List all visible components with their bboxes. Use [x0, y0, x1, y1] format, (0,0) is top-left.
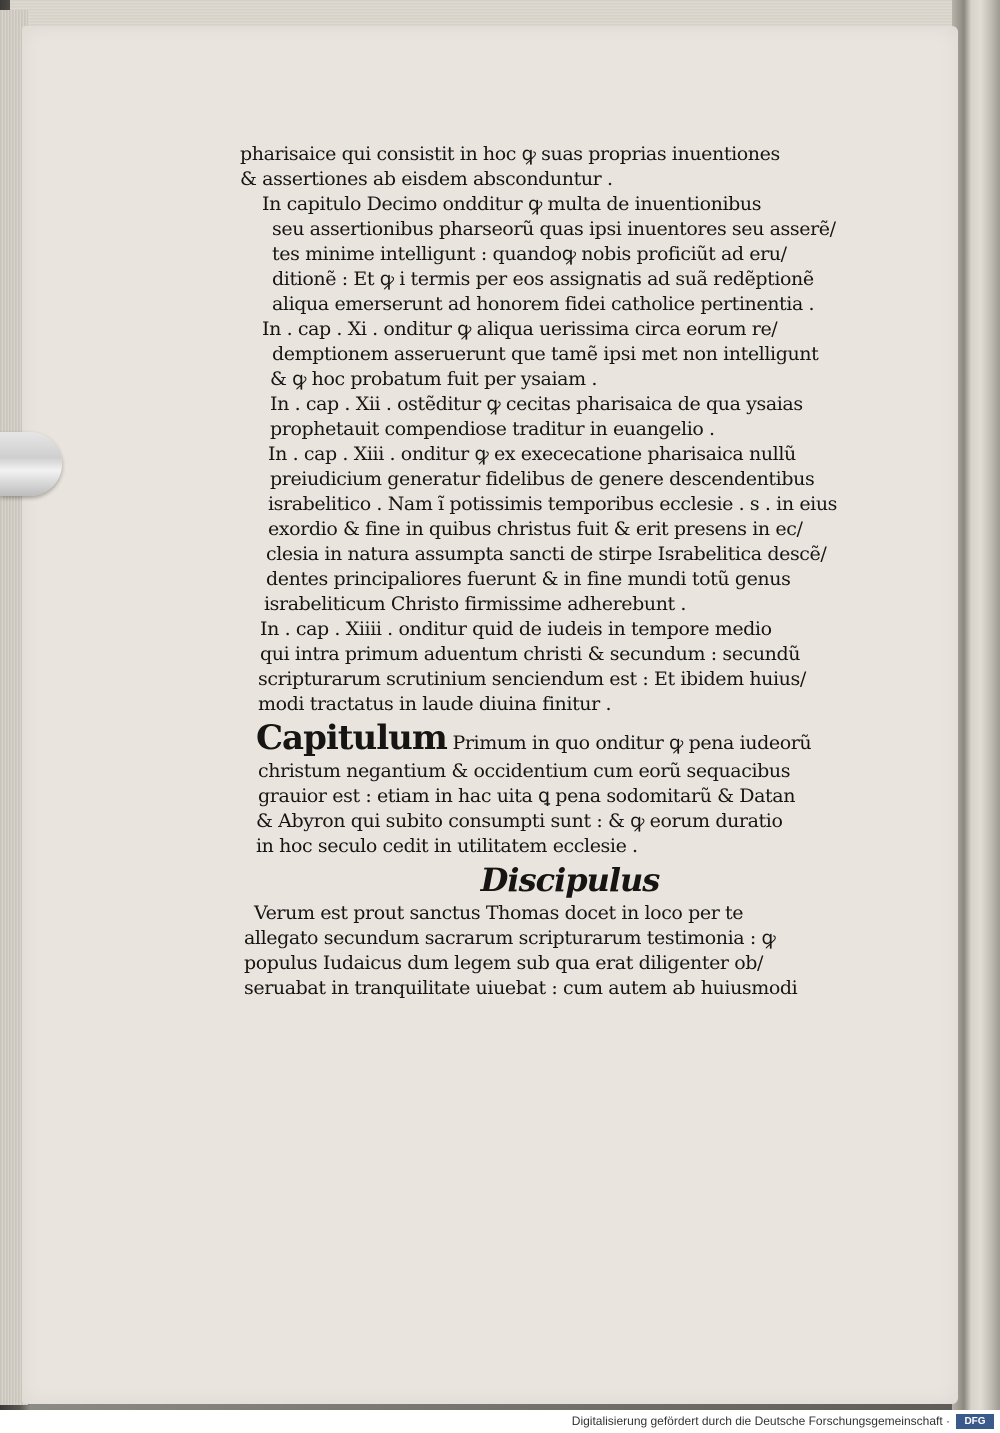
text-line: demptionem asseruerunt que tamẽ ipsi met non intelligunt [272, 343, 819, 365]
text-line: tes minime intelligunt : quandoꝙ nobis proficiũt ad eru/ [272, 243, 787, 265]
text-line: preiudicium generatur fidelibus de genere descendentibus [270, 468, 815, 490]
text-line: populus Iudaicus dum legem sub qua erat diligenter ob/ [244, 952, 764, 974]
text-line: Verum est prout sanctus Thomas docet in loco per te [254, 902, 744, 924]
text-line: scripturarum scrutinium senciendum est : Et ibidem huius/ [258, 668, 806, 690]
text-line: allegato secundum sacrarum scripturarum testimonia : ꝙ [244, 927, 776, 949]
text-line: pharisaice qui consistit in hoc ꝙ suas proprias inuentiones [240, 143, 780, 165]
text-line: seruabat in tranquilitate uiuebat : cum autem ab huiusmodi [244, 977, 798, 999]
text-line: In . cap . Xi . onditur ꝙ aliqua uerissima circa eorum re/ [262, 318, 778, 340]
text-line: modi tractatus in laude diuina finitur . [258, 693, 612, 715]
text-line: & Abyron qui subito consumpti sunt : & ꝙ eorum duratio [256, 810, 783, 832]
text-line: israbeliticum Christo firmissime adherebunt . [264, 593, 687, 615]
text-line: seu assertionibus pharseorũ quas ipsi inuentores seu asserẽ/ [272, 218, 836, 240]
text-line: prophetauit compendiose traditur in euangelio . [270, 418, 715, 440]
text-line: In . cap . Xiii . onditur ꝙ ex exececatione pharisaica nullũ [268, 443, 796, 465]
text-line: In capitulo Decimo ondditur ꝙ multa de inuentionibus [262, 193, 762, 215]
text-line: exordio & fine in quibus christus fuit & erit presens in ec/ [268, 518, 803, 540]
chapter-heading-row [240, 717, 840, 759]
speaker-heading: Discipulus [480, 861, 660, 899]
text-line: aliqua emerserunt ad honorem fidei catholice pertinentia . [272, 293, 815, 315]
text-line: in hoc seculo cedit in utilitatem ecclesie . [256, 835, 638, 857]
text-line: & assertiones ab eisdem absconduntur . [240, 168, 613, 190]
book-binding-edge [952, 0, 1000, 1410]
text-line: In . cap . Xii . ostẽditur ꝙ cecitas pharisaica de qua ysaias [270, 393, 803, 415]
text-line: ditionẽ : Et ꝙ i termis per eos assignatis ad suã redẽptionẽ [272, 268, 814, 290]
dfg-logo: DFG [956, 1414, 994, 1429]
text-line: dentes principaliores fuerunt & in fine mundi totũ genus [266, 568, 791, 590]
text-line: israbelitico . Nam ĩ potissimis temporibus ecclesie . s . in eius [268, 493, 838, 515]
page-text [240, 142, 840, 1001]
text-line: christum negantium & occidentium cum eorũ sequacibus [258, 760, 791, 782]
text-line: In . cap . Xiiii . onditur quid de iudeis in tempore medio [260, 618, 772, 640]
footer-credit: Digitalisierung gefördert durch die Deutsche Forschungsgemeinschaft · [571, 1414, 950, 1428]
text-line: qui intra primum aduentum christi & secundum : secundũ [260, 643, 801, 665]
text-line: grauior est : etiam in hac uita ꝗ pena sodomitarũ & Datan [258, 785, 796, 807]
text-line: clesia in natura assumpta sancti de stirpe Israbelitica descẽ/ [266, 543, 827, 565]
chapter-heading-tail: Primum in quo onditur ꝙ pena iudeorũ [452, 732, 812, 754]
text-line: & ꝙ hoc probatum fuit per ysaiam . [270, 368, 597, 390]
footer-bar [0, 1410, 1000, 1433]
page-clip [0, 432, 62, 496]
chapter-heading: Capitulum [256, 718, 447, 758]
